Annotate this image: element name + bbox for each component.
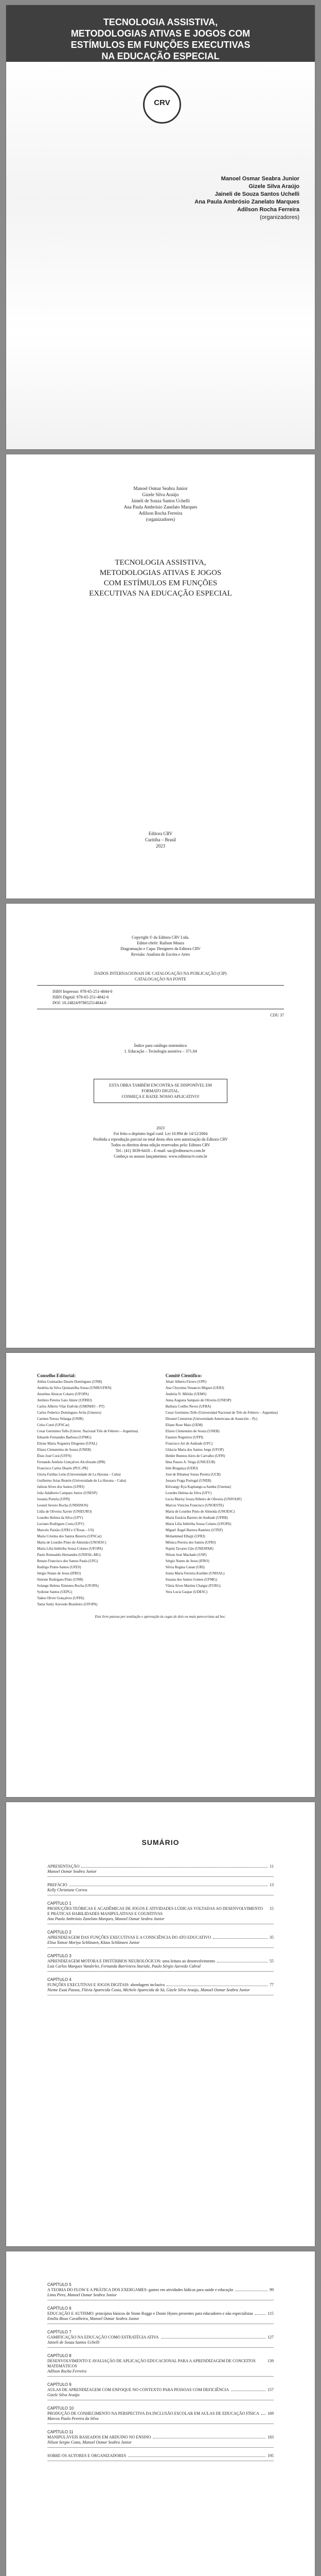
toc-entry[interactable] [47,2430,274,2448]
board-member: Helder Buenos Aires de Carvalho (UFPI) [165,1454,225,1458]
credits [37,935,284,957]
board-member: Fernando Antônio Gonçalves Alcoforado (IPB) [37,1460,105,1464]
toc-entry[interactable] [47,2382,274,2400]
toc-page-number: 157 [268,2387,274,2392]
toc-line [47,2359,274,2369]
board-member: Cesar Gerónimo Tello (Univer. Nacional Três de Febrero – Argentina) [37,1429,138,1433]
board-member: Maria Cristina dos Santos Bezerra (UFSCar) [37,1534,102,1538]
site-line: Conheça os nossos lançamentos: www.editoracrv.com.br [114,1154,207,1159]
toc-entry[interactable] [47,2306,274,2324]
toc-list [47,2282,274,2467]
cip-subtitle: CATALOGAÇÃO NA FONTE [134,977,187,981]
title-page-authors [37,485,284,522]
toc-author: Elisa Tomoe Moriya Schlünzen, Klaus Schlünzen Junior [47,1940,140,1945]
chapter-number: CAPÍTULO 3 [47,1954,72,1958]
toc-line [47,1935,274,1940]
board-member: Francisco Carlos Duarte (PUC-PR) [37,1466,88,1470]
toc-page-number: 169 [268,2411,274,2416]
board-member: Gláucia Maria dos Santos Jorge (UFOP) [165,1448,224,1452]
board-member: Najela Tavares Ujie (UNESPAR) [165,1547,213,1551]
toc-separator [47,2447,274,2448]
author-name: Manoel Osmar Seabra Junior [133,486,188,491]
chapter-number: CAPÍTULO 11 [47,2430,74,2434]
board-member: Sérgio Nunes de Jesus (IFRO) [165,1559,209,1563]
toc-page-number: 77 [270,1982,274,1987]
board-member: Inês Bragança (UERJ) [165,1466,198,1470]
author-name: Adilson Rocha Ferreira [237,207,299,213]
cdu: CDU 37 [270,1013,284,1018]
board-member: Paulo Romualdo Hernandes (UNIFAL-MG) [37,1553,101,1557]
board-member: Guillermo Arias Beatón (Universidade de La Havana – Cuba) [37,1479,127,1483]
toc-entry[interactable] [47,1977,274,1995]
chapter-number: CAPÍTULO 6 [47,2306,72,2311]
toc-line [47,1906,274,1917]
board-member: Mônica Pereira dos Santos (UFRJ) [165,1540,216,1545]
toc-author: Luiz Carlos Marques Vanderlei, Fernanda Barriviera Sturiale, Paulo Sérgio Azevedo Cabral [47,1964,201,1969]
cip-title: DADOS INTERNACIONAIS DE CATALOGAÇÃO NA PUBLICAÇÃO (CIP) [94,971,227,976]
board-member: Ilma Passos A. Veiga (UNICEUB) [165,1460,216,1464]
digital-access-box [94,1079,227,1103]
toc-label: EDUCAÇÃO E AUTISMO: princípios básicos de Stone Rogge e Donie Hynes presentes para educadores e não especialistas [47,2311,253,2316]
board-member: Lourdes Helena da Silva (UFV) [37,1516,83,1520]
toc-label: PRODUÇÕES TEÓRICAS E ACADÊMICAS DE JOGOS E ATIVIDADES LÚDICAS VOLTADAS AO DESENVOLVIMENTO E PRÁTICAS HABILIDADES MANIPULATIVAS E COGNITIVAS [47,1906,263,1916]
toc-label: DESENVOLVIMENTO E AVALIAÇÃO DE APLICAÇÃO EDUCACIONAL PARA A APRENDIZAGEM DE CONCEITOS MATEMÁTICOS [47,2359,256,2368]
title-page [6,454,315,899]
toc-page-2 [6,2251,315,2576]
board-member: Carlos Alberto Vilar Estêvão (UMINHO – PT) [37,1404,104,1409]
toc-page-number: 183 [268,2435,274,2439]
toc-line [47,2287,274,2293]
toc-author: Jaineli de Souza Santos Uchelli [47,2340,100,2345]
toc-list [47,1864,274,2001]
title-line: METODOLOGIAS ATIVAS E JOGOS [99,569,222,577]
toc-heading [37,1838,284,1848]
author-name: Manoel Osmar Seabra Junior [221,176,299,182]
board-member: Maria Eurácia Barreto de Andrade (UFRB) [165,1516,228,1520]
rights-year: 2023 [156,1126,165,1130]
toc-author: Marcos Paulo Pereira da Silva [47,2416,99,2421]
rights-block [37,1125,284,1159]
layout-line: Diagramação e Capa: Designers da Editora CRV [120,946,201,951]
toc-label: APRENDIZAGEM MOTORA E DISTÚRBIOS NEUROLÓGICOS: uma leitura ao desenvolvimento [47,1959,216,1963]
chapter-number: CAPÍTULO 1 [47,1901,72,1906]
logo-text: CRV [154,98,170,107]
toc-author: Gizele Silva Araújo [47,2393,80,2397]
rights-notice-2: Todos os direitos desta edição reservados pela: Editora CRV [111,1143,210,1147]
board-member: Francisco Ari de Andrade (UFC) [165,1442,213,1446]
doi: DOI: 10.24824/978652514844.0 [52,1001,106,1005]
board-member: Altair Alberto Fávero (UPF) [165,1380,207,1384]
cover-page [6,5,315,449]
toc-label: AULAS DE APRENDIZAGEM COM ENFOQUE NO CONTEXTO PARA PESSOAS COM DEFICIÊNCIA [47,2387,229,2392]
toc-page-number: 99 [270,2287,274,2292]
toc-entry[interactable] [47,1901,274,1924]
toc-page-number: 55 [270,1959,274,1963]
board-member: Élsio José Corá (UFFS) [37,1454,72,1458]
toc-leader [69,1883,268,1886]
board-member: Marcos Vinicius Francisco (UNOESTE) [165,1503,224,1507]
toc-separator [47,2376,274,2377]
publisher-logo [143,86,181,124]
isbn-digital: ISBN Digital: 978-65-251-4842-6 [52,995,109,999]
board-member: Maria de Lourdes Pinto de Almeida (UNOESC) [165,1510,235,1514]
chapter-number: CAPÍTULO 5 [47,2282,72,2287]
board-member: Renato Francisco dos Santos Paula (UFG) [37,1559,98,1563]
board-member: Andréia da Silva Quintanilha Sousa (UNIR/UFRN) [37,1386,112,1390]
toc-label: SOBRE OS AUTORES E ORGANIZADORES [47,2453,127,2458]
toc-leader [128,2453,265,2457]
contact-line: Tel.: (41) 3039-6418 – E-mail: sac@editoracrv.com.br [115,1148,206,1153]
board-member: Simone Rodrigues Pinto (UNB) [37,1578,83,1582]
committee-title: Comitê Científico: [165,1373,202,1378]
toc-separator [47,1876,274,1877]
board-left-column [37,1374,154,1608]
toc-line [47,1864,274,1869]
title-line: EXECUTIVAS NA EDUCAÇÃO ESPECIAL [89,589,232,598]
organizers-label: (organizadores) [259,214,299,221]
toc-page-1 [6,1802,315,2246]
inner-title [37,557,284,599]
toc-author: Ana Paula Ambrósio Zanelato Marques, Manoel Osmar Seabra Junior [47,1917,165,1921]
board-member: Kilwangy Kya Kapitango-a-Samba (Unemat) [165,1485,231,1489]
board-member: Lucia Marisy Souza Ribeiro de Oliveira (UNIVASF) [165,1497,242,1501]
toc-label: MANIPULÁVEIS BASEADOS EM ARDUINO NO ENSINO [47,2435,151,2439]
board-member: Rodrigo Pratte-Santos (UFES) [37,1565,81,1569]
author-name: Ana Paula Ambrósio Zanelato Marques [194,199,299,205]
toc-label: A TEORIA DO FLOW E A PRÁTICA DOS EXERGAMES: games em atividades lúdicas para saúde e educação [47,2287,234,2292]
toc-line [47,2387,274,2393]
toc-line [47,2311,274,2316]
board-member: Solange Helena Ximenes-Rocha (UFOPA) [37,1584,99,1588]
toc-entry[interactable] [47,1864,274,1877]
toc-entry[interactable] [47,1883,274,1895]
toc-author: Nilson Sergio Costa, Manoel Osmar Seabra Junior [47,2440,132,2445]
title-line: NA EDUCAÇÃO ESPECIAL [101,51,220,61]
board-member: Elizeu Clementino de Souza (UNEB) [165,1429,220,1433]
toc-label: PRODUÇÃO DE CONHECIMENTO NA PERSPECTIVA DA INCLUSÃO ESCOLAR EM AULAS DE EDUCAÇÃO FÍSICA [47,2411,259,2416]
peer-review-note: Este livro passou por avaliação e aprovação às cegas de dois ou mais pareceristas ad hoc. [95,1615,226,1619]
board-member: Leonel Severo Rocha (UNISINOS) [37,1503,88,1507]
board-member: Andréia N. Militão (UEMS) [165,1392,207,1396]
board-member: Ana Chrystina Venancio Mignot (UERJ) [165,1386,224,1390]
toc-entry[interactable] [47,1954,274,1972]
board-title: Conselho Editorial: [37,1373,76,1378]
publisher-year: 2023 [156,843,165,849]
publisher-imprint [37,831,284,849]
toc-line [47,2411,274,2416]
chapter-number: CAPÍTULO 2 [47,1930,72,1935]
board-member: Jailson Alves dos Santos (UFRJ) [37,1485,84,1489]
toc-author: Emilia Bisso Cavalheira, Manoel Osmar Seabra Junior [47,2316,139,2321]
toc-line [47,2453,274,2459]
board-member: Nilson José Machado (USP) [165,1553,207,1557]
toc-leader [81,1864,268,1868]
toc-label: FUNÇÕES EXECUTIVAS E JOGOS DIGITAIS: abordagem inclusiva [47,1982,165,1987]
board-member: Maria de Lourdes Pinto de Almeida (UNOESC) [37,1540,106,1545]
board-member: Elizeu Clementino de Souza (UNEB) [37,1448,91,1452]
author-name: Ana Paula Ambrósio Zanelato Marques [123,504,198,510]
toc-leader [255,2311,265,2315]
title-line: COM ESTÍMULOS EM FUNÇÕES [103,579,218,587]
board-member: Suzana dos Santos Gomes (UFMG) [165,1578,218,1582]
publisher-city: Curitiba – Brasil [145,837,176,842]
toc-author: Nieme Esaú Passos, Flávia Aparecida Costa, Michele Aparecida de Sá, Gizele Silva Araújo, Manoel Osmar Seabra Junior [47,1988,250,1992]
toc-page-number: 195 [268,2453,274,2458]
isbn-print: ISBN Impresso: 978-65-251-4844-0 [52,989,113,994]
toc-entry[interactable] [47,1930,274,1948]
toc-label: APRENDIZAGEM DAS FUNÇÕES EXECUTIVAS E A CONSCIÊNCIA DO ATO EDUCATIVO [47,1935,211,1940]
board-member: Carlos Federico Dominguez Avila (Unieuro) [37,1411,101,1415]
toc-leader [167,1982,268,1986]
board-member: Maria Lília Imbiriba Sousa Colares (UFOPA) [37,1547,103,1551]
editor-line: Editor-chefe: Railson Moura [137,941,184,945]
board-member: Mohammed Elhajji (UFRJ) [165,1534,205,1538]
editorial-board [37,1374,284,1621]
board-right-column [166,1374,283,1596]
board-member: Eliane Rose Maio (UEM) [165,1423,203,1427]
toc-author: Adilson Rocha Ferreira [47,2369,87,2374]
toc-leader [235,2287,268,2291]
chapter-number: CAPÍTULO 8 [47,2353,72,2358]
board-member: Vânia Alves Martins Chaigar (FURG) [165,1584,221,1588]
chapter-number: CAPÍTULO 10 [47,2406,74,2411]
board-member: Gloria Fariñas León (Universidade de La Havana – Cuba) [37,1472,121,1477]
board-member: Josania Portela (UFPI) [37,1497,70,1501]
toc-page-number: 13 [270,1883,274,1887]
board-member: Luciano Rodrigues Costa (UFV) [37,1522,84,1526]
editorial-board-page [6,1353,315,1797]
toc-entry[interactable] [47,2353,274,2377]
toc-line [47,2435,274,2440]
board-member: Sérgio Nunes de Jesus (IFRO) [37,1571,81,1575]
title-line: ESTÍMULOS EM FUNÇÕES EXECUTIVAS [70,40,251,50]
board-member: Marcelo Paixão (UFRJ e UTexas – US) [37,1528,94,1532]
toc-title: SUMÁRIO [141,1838,180,1846]
toc-entry[interactable] [47,2330,274,2348]
board-member: Míguel Ángel Barrera Ramírez (UTEP) [165,1528,223,1532]
board-member: Antônio Pereira Gaio Júnior (UFRRJ) [37,1398,92,1402]
toc-leader [161,2335,265,2338]
board-member: José de Ribamar Sousa Pereira (UCB) [165,1472,221,1477]
toc-leader [213,1935,268,1939]
toc-leader [231,2387,265,2391]
toc-author: Lima Pires, Manoel Osmar Seabra Junior [47,2293,117,2297]
chapter-number: CAPÍTULO 4 [47,1977,72,1982]
legal-deposit: Foi feito o depósito legal conf. Lei 10.994 de 14/12/2004 [113,1131,208,1136]
cover-title [42,16,279,62]
toc-line [47,1959,274,1964]
toc-leader [153,2435,265,2438]
chapter-number: CAPÍTULO 9 [47,2382,72,2387]
toc-separator [47,1971,274,1972]
board-member: Celso Conti (UFSCar) [37,1423,69,1427]
toc-label: PREFÁCIO [47,1883,67,1887]
access-subtitle: CONHEÇA E BAIXE NOSSO APLICATIVO! [121,1094,200,1099]
toc-author: Manoel Osmar Seabra Junior [47,1869,97,1874]
author-name: Adilson Rocha Ferreira [138,511,183,516]
cip-block [37,971,284,1018]
board-member: Sydione Santos (UEPG) [37,1590,73,1594]
board-member: Tania Suely Azevedo Brasileiro (UFOPA) [37,1602,98,1606]
index-title: Índice para catálogo sistemático [134,1043,187,1048]
toc-label: APRESENTAÇÃO [47,1864,80,1869]
board-member: Carmen Tereza Velanga (UNIR) [37,1417,84,1421]
toc-line [47,2335,274,2340]
board-member: Lídia de Oliveira Xavier (UNIEURO) [37,1510,92,1514]
toc-entry[interactable] [47,2282,274,2300]
chapter-number: CAPÍTULO 7 [47,2330,72,2334]
board-member: Fauston Negreiros (UFPI) [165,1435,203,1439]
toc-label: GAMIFICAÇÃO NA EDUCAÇÃO COMO ESTRATÉGIA ATIVA [47,2335,159,2340]
toc-leader [217,1959,268,1962]
toc-separator [47,1947,274,1948]
toc-page-number: 115 [268,2311,274,2316]
board-member: Barbara Coelho Neves (UFBA) [165,1404,211,1409]
board-member: Elione Maria Nogueira Diogenes (UFAL) [37,1442,97,1446]
board-member: Anna Augusta Sampaio de Oliveira (UNESP) [165,1398,231,1402]
toc-page-number: 11 [270,1864,274,1869]
toc-entry[interactable] [47,2453,274,2461]
author-name: Gizele Silva Araújo [248,183,299,190]
toc-entry[interactable] [47,2406,274,2424]
board-member: Silvia Regina Canan (URI) [165,1565,205,1569]
author-name: Gizele Silva Araújo [142,492,179,497]
publisher-name: Editora CRV [148,831,173,836]
cover-authors [176,175,299,222]
toc-page-number: 139 [268,2359,274,2363]
toc-line [47,1982,274,1988]
copyright-line: Copyright © da Editora CRV Ltda. [132,935,189,940]
title-line: TECNOLOGIA ASSISTIVA, [115,558,206,567]
board-member: Lourdes Helena da Silva (UFV) [165,1491,212,1495]
toc-page-number: 127 [268,2335,274,2340]
toc-leader [261,2411,265,2415]
board-member: Jussara Fraga Portugal (UNEB) [165,1479,211,1483]
access-title: ESTA OBRA TAMBÉM ENCONTRA-SE DISPONÍVEL EM FORMATO DIGITAL. [109,1083,212,1093]
organizers-label: (organizadores) [146,517,175,522]
title-line: METODOLOGIAS ATIVAS E JOGOS COM [70,28,251,39]
toc-separator [47,2347,274,2348]
toc-author: Kelly Christiane Correa [47,1888,87,1892]
toc-page-number: 35 [270,1935,274,1940]
board-member: Cesar Gerónimo Tello (Universidad Nacional de Três de Febrero – Argentina) [165,1411,278,1415]
title-line: TECNOLOGIA ASSISTIVA, [103,17,218,27]
board-member: Eduardo Fernandes Barbosa (UFMG) [37,1435,92,1439]
board-member: Vera Lucia Gaspar (UDESC) [165,1590,208,1594]
review-line: Revisão: Analista de Escrita e Artes [131,952,190,957]
board-member: Aldira Guimarães Duarte Domínguez (UNB) [37,1380,102,1384]
board-member: Tadeu Oliver Gonçalves (UFPA) [37,1596,84,1600]
author-name: Jaineli de Souza Santos Uchelli [131,498,190,503]
catalog-index [37,1043,284,1054]
board-member: João Adalberto Campato Junior (UNESP) [37,1491,98,1495]
toc-line [47,1883,274,1888]
board-member: Anselmo Alencar Colares (UFOPA) [37,1392,89,1396]
board-member: Diosnel Centurion (Universidade Americana de Asunción – Py) [165,1417,258,1421]
board-member: Maria Lília Imbiriba Sousa Colares (UFOPA) [165,1522,231,1526]
board-member: Sonia Maria Ferreira Koehler (UNISAL) [165,1571,225,1575]
index-item: 1. Educação – Tecnologia assistiva – 371.04 [124,1049,197,1054]
copyright-page [6,904,315,1348]
rights-notice: Proibida a reprodução parcial ou total desta obra sem autorização da Editora CRV [93,1137,228,1142]
toc-page-number: 15 [270,1906,274,1911]
author-name: Jaineli de Souza Santos Uchelli [215,191,299,197]
